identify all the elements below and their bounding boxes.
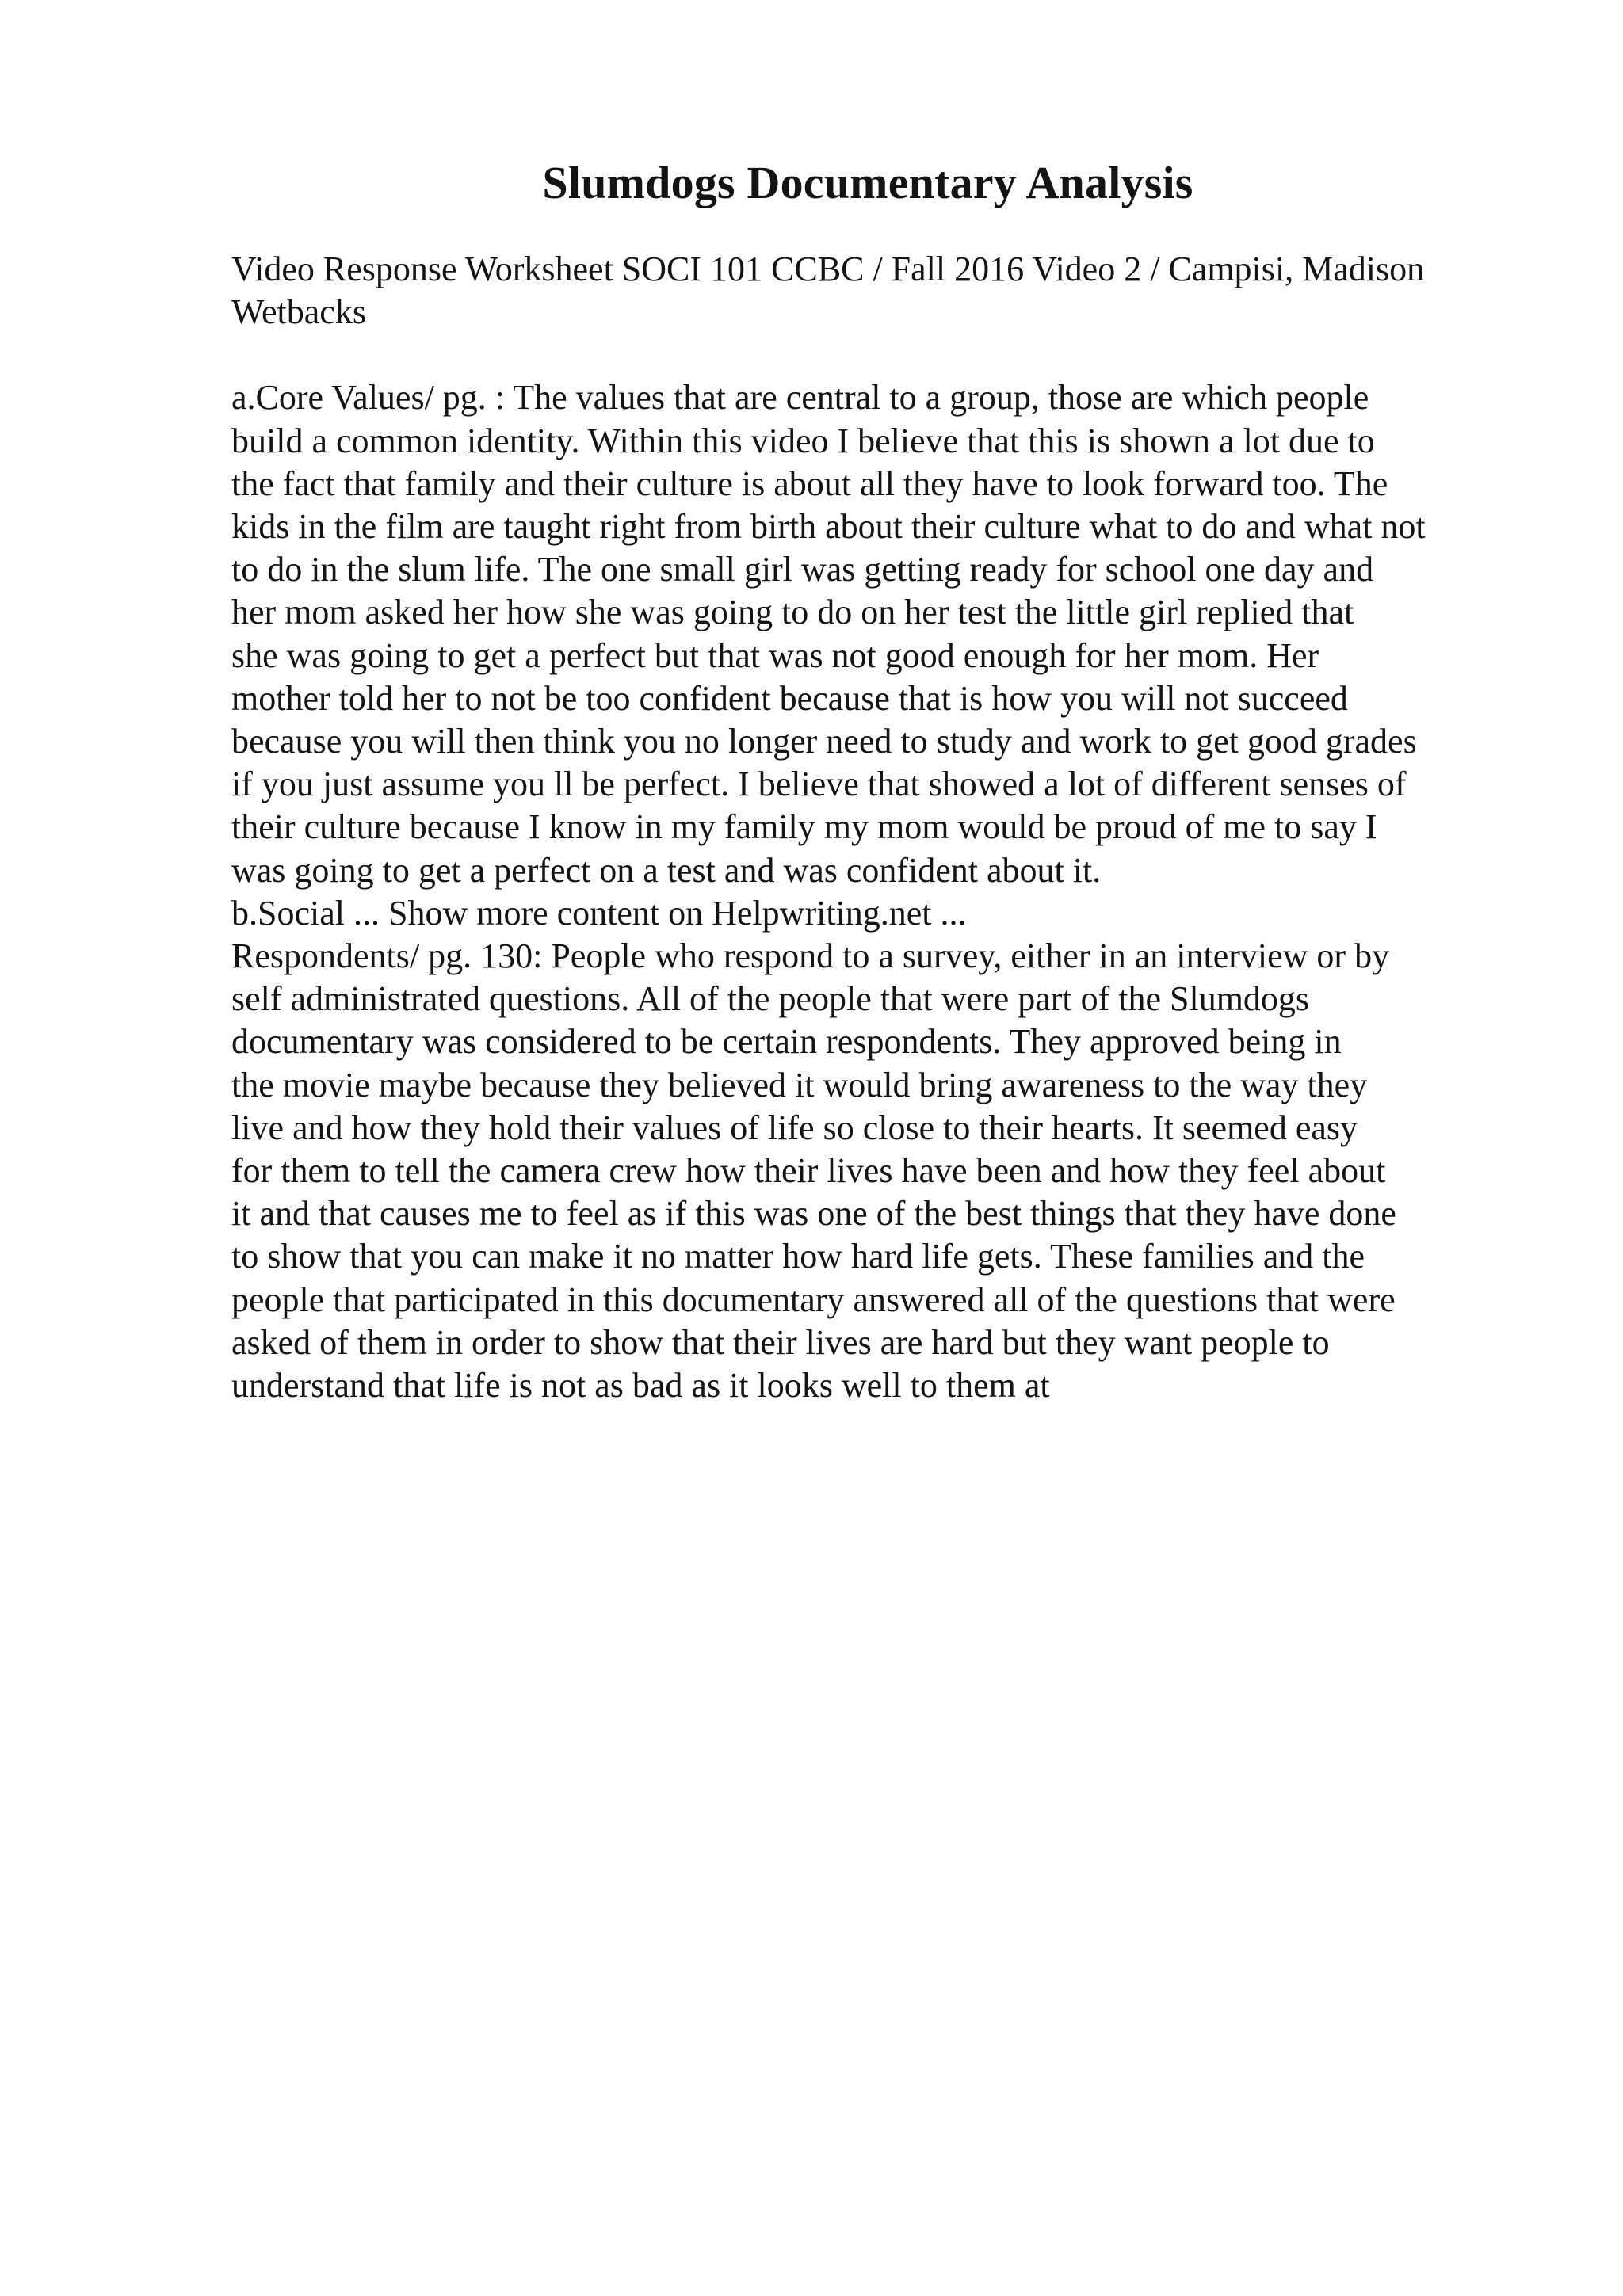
body-line: Respondents/ pg. 130: People who respond to a survey, either in an interview or by (231, 936, 1390, 976)
body-line: a.Core Values/ pg. : The values that are central to a group, those are which people (231, 378, 1369, 418)
body-line: kids in the film are taught right from birth about their culture what to do and what not (231, 507, 1426, 547)
body-line: documentary was considered to be certain respondents. They approved being in (231, 1022, 1342, 1062)
body-line: the movie maybe because they believed it would bring awareness to the way they (231, 1065, 1368, 1104)
document-title: Slumdogs Documentary Analysis (542, 157, 1193, 208)
body-line: she was going to get a perfect but that was not good enough for her mom. Her (231, 635, 1319, 675)
body-line: people that participated in this documentary answered all of the questions that were (231, 1280, 1396, 1319)
body-line: to show that you can make it no matter how hard life gets. These families and the (231, 1237, 1365, 1276)
body-line: mother told her to not be too confident because that is how you will not succeed (231, 678, 1348, 718)
body-line: was going to get a perfect on a test and was confident about it. (231, 850, 1102, 890)
body-line: her mom asked her how she was going to do on her test the little girl replied that (231, 593, 1354, 632)
body-line: b.Social ... Show more content on Helpwriting.net ... (231, 893, 967, 933)
header-line: Wetbacks (231, 292, 366, 332)
body-line: if you just assume you ll be perfect. I believe that showed a lot of different senses of (231, 765, 1407, 804)
paragraph-gap (231, 334, 1579, 376)
body-line: to do in the slum life. The one small girl was getting ready for school one day and (231, 550, 1374, 589)
header-line: Video Response Worksheet SOCI 101 CCBC / Fall 2016 Video 2 / Campisi, Madison (231, 250, 1425, 288)
body-line: for them to tell the camera crew how their lives have been and how they feel about (231, 1151, 1386, 1191)
document-body (231, 248, 1579, 1407)
body-line: it and that causes me to feel as if this was one of the best things that they have done (231, 1194, 1396, 1234)
body-line: build a common identity. Within this video I believe that this is shown a lot due to (231, 421, 1375, 460)
body-line: their culture because I know in my family my mom would be proud of me to say I (231, 807, 1377, 847)
body-line: self administrated questions. All of the people that were part of the Slumdogs (231, 979, 1310, 1019)
body-line: the fact that family and their culture is about all they have to look forward too. The (231, 463, 1388, 503)
body-line: live and how they hold their values of life so close to their hearts. It seemed easy (231, 1108, 1358, 1147)
body-line: understand that life is not as bad as it looks well to them at (231, 1366, 1050, 1405)
body-line: asked of them in order to show that their lives are hard but they want people to (231, 1322, 1330, 1362)
body-line: because you will then think you no longer need to study and work to get good grades (231, 722, 1417, 761)
